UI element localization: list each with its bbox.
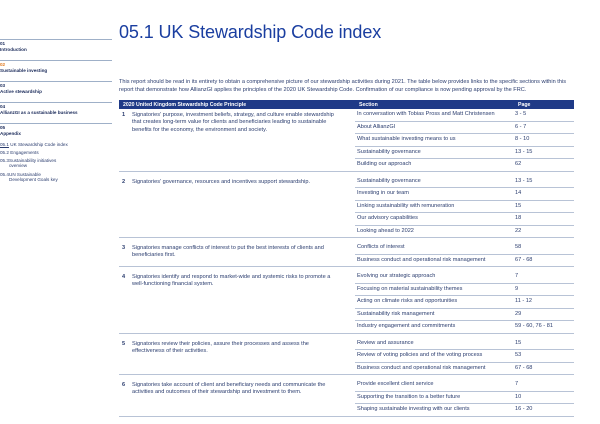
principle-number: 4 bbox=[119, 271, 132, 333]
nav-sub-item-stewardship-code[interactable] bbox=[0, 142, 112, 147]
stewardship-code-table bbox=[119, 100, 574, 417]
section-link[interactable]: Sustainability governance bbox=[355, 146, 514, 159]
section-link[interactable]: Business conduct and operational risk management bbox=[355, 362, 514, 375]
nav-sub-label: UN Sustainable Development Goals key bbox=[9, 172, 58, 183]
page-reference[interactable]: 10 bbox=[514, 391, 574, 404]
column-header-principle: 2020 United Kingdom Stewardship Code Principle bbox=[119, 100, 355, 109]
section-link[interactable]: Acting on climate risks and opportunities bbox=[355, 296, 514, 309]
section-link[interactable]: What sustainable investing means to us bbox=[355, 134, 514, 147]
page-reference[interactable]: 7 bbox=[514, 379, 574, 391]
page-reference[interactable]: 16 - 20 bbox=[514, 404, 574, 417]
principle-text: Signatories manage conflicts of interest to put the best interests of clients and beneficiaries first. bbox=[132, 242, 355, 267]
page-reference[interactable]: 13 - 15 bbox=[514, 176, 574, 188]
page-reference[interactable]: 18 bbox=[514, 213, 574, 226]
nav-section-label: Active stewardship bbox=[0, 88, 42, 94]
nav-section-sustainable-investing[interactable] bbox=[0, 62, 112, 73]
nav-sub-item-initiatives[interactable] bbox=[0, 158, 112, 169]
divider bbox=[0, 102, 112, 103]
intro-paragraph: This report should be read in its entirety to obtain a comprehensive picture of our stewardship activities during 2021. The table below provides links to the specific sections within this report that demonstrate how AllianzGI applies the principles of the 2020 UK Stewardship Code. Confirmation of our compliance is now pending approval by the FRC. bbox=[119, 79, 567, 93]
principle-number: 1 bbox=[119, 109, 132, 171]
page-reference[interactable]: 22 bbox=[514, 225, 574, 238]
page-reference[interactable]: 67 - 68 bbox=[514, 254, 574, 267]
section-link[interactable]: Supporting the transition to a better future bbox=[355, 391, 514, 404]
page-reference[interactable]: 67 - 68 bbox=[514, 362, 574, 375]
section-link[interactable]: Industry engagement and commitments bbox=[355, 321, 514, 334]
nav-section-number: 04 bbox=[0, 104, 6, 109]
table-row bbox=[119, 379, 574, 391]
section-link[interactable]: Review of voting policies and of the voting process bbox=[355, 350, 514, 363]
nav-section-label: Introduction bbox=[0, 46, 27, 52]
page-reference[interactable]: 29 bbox=[514, 308, 574, 321]
sidebar-nav bbox=[0, 0, 112, 424]
section-link[interactable]: Sustainability governance bbox=[355, 176, 514, 188]
nav-section-label: Appendix bbox=[0, 130, 21, 136]
column-header-page: Page bbox=[514, 100, 574, 109]
principle-text: Signatories take account of client and beneficiary needs and communicate the activities and outcomes of their stewardship and investment to them. bbox=[132, 379, 355, 416]
principle-text: Signatories' governance, resources and incentives support stewardship. bbox=[132, 176, 355, 238]
section-link[interactable]: Focusing on material sustainability themes bbox=[355, 283, 514, 296]
section-link[interactable]: Investing in our team bbox=[355, 188, 514, 201]
section-link[interactable]: Shaping sustainable investing with our clients bbox=[355, 404, 514, 417]
principle-number: 3 bbox=[119, 242, 132, 267]
principle-number: 2 bbox=[119, 176, 132, 238]
section-link[interactable]: Conflicts of interest bbox=[355, 242, 514, 254]
page-reference[interactable]: 15 bbox=[514, 200, 574, 213]
section-link[interactable]: About AllianzGI bbox=[355, 121, 514, 134]
nav-sub-item-sdg-key[interactable] bbox=[0, 172, 112, 183]
page-reference[interactable]: 11 - 12 bbox=[514, 296, 574, 309]
principle-text: Signatories identify and respond to market-wide and systemic risks to promote a well-functioning financial system. bbox=[132, 271, 355, 333]
page-reference[interactable]: 9 bbox=[514, 283, 574, 296]
page-reference[interactable]: 7 bbox=[514, 271, 574, 283]
nav-section-number: 01 bbox=[0, 41, 6, 46]
divider bbox=[0, 81, 112, 82]
page-reference[interactable]: 8 - 10 bbox=[514, 134, 574, 147]
nav-sub-label: UK Stewardship Code index bbox=[10, 142, 68, 147]
principle-number: 5 bbox=[119, 338, 132, 375]
nav-sub-label: Sustainability initiatives overview bbox=[9, 158, 57, 169]
nav-section-number: 02 bbox=[0, 62, 6, 67]
divider bbox=[0, 123, 112, 124]
divider bbox=[0, 60, 112, 61]
nav-section-label: Sustainable investing bbox=[0, 67, 48, 73]
nav-section-active-stewardship[interactable] bbox=[0, 83, 112, 94]
nav-sub-item-engagements[interactable] bbox=[0, 150, 112, 155]
table-row bbox=[119, 242, 574, 254]
table-row bbox=[119, 109, 574, 121]
section-link[interactable]: Evolving our strategic approach bbox=[355, 271, 514, 283]
nav-sub-number: 05.3 bbox=[0, 158, 9, 163]
section-link[interactable]: Building our approach bbox=[355, 159, 514, 172]
section-link[interactable]: Linking sustainability with remuneration bbox=[355, 200, 514, 213]
page-title: 05.1 UK Stewardship Code index bbox=[119, 22, 382, 42]
nav-sub-number: 05.2 bbox=[0, 150, 9, 155]
table-header-row bbox=[119, 100, 574, 109]
divider bbox=[0, 39, 112, 40]
section-link[interactable]: Looking ahead to 2022 bbox=[355, 225, 514, 238]
section-link[interactable]: Provide excellent client service bbox=[355, 379, 514, 391]
nav-section-appendix[interactable] bbox=[0, 125, 112, 136]
page-reference[interactable]: 3 - 5 bbox=[514, 109, 574, 121]
page-reference[interactable]: 14 bbox=[514, 188, 574, 201]
nav-section-sustainable-business[interactable] bbox=[0, 104, 112, 115]
page-reference[interactable]: 6 - 7 bbox=[514, 121, 574, 134]
section-link[interactable]: Business conduct and operational risk management bbox=[355, 254, 514, 267]
nav-section-number: 05 bbox=[0, 125, 6, 130]
principle-number: 6 bbox=[119, 379, 132, 416]
nav-section-number: 03 bbox=[0, 83, 6, 88]
page-reference[interactable]: 58 bbox=[514, 242, 574, 254]
table-row bbox=[119, 338, 574, 350]
nav-section-introduction[interactable] bbox=[0, 41, 112, 52]
principle-text: Signatories review their policies, assure their processes and assess the effectiveness of their activities. bbox=[132, 338, 355, 375]
table-row bbox=[119, 271, 574, 283]
page-reference[interactable]: 13 - 15 bbox=[514, 146, 574, 159]
nav-sub-number: 05.1 bbox=[0, 142, 9, 147]
principle-text: Signatories' purpose, investment beliefs, strategy, and culture enable stewardship that creates long-term value for clients and beneficiaries leading to sustainable benefits for the economy, the environment and society. bbox=[132, 109, 355, 171]
section-link[interactable]: Our advisory capabilities bbox=[355, 213, 514, 226]
nav-sub-label: Engagements bbox=[10, 150, 39, 155]
section-link[interactable]: Review and assurance bbox=[355, 338, 514, 350]
column-header-section: Section bbox=[355, 100, 514, 109]
page-reference[interactable]: 53 bbox=[514, 350, 574, 363]
page-reference[interactable]: 62 bbox=[514, 159, 574, 172]
page-reference[interactable]: 15 bbox=[514, 338, 574, 350]
table-row bbox=[119, 176, 574, 188]
page-reference[interactable]: 59 - 60, 76 - 81 bbox=[514, 321, 574, 334]
section-link[interactable]: In conversation with Tobias Pross and Matt Christensen bbox=[355, 109, 514, 121]
nav-sub-number: 05.4 bbox=[0, 172, 9, 177]
nav-section-label: AllianzGI as a sustainable business bbox=[0, 109, 78, 115]
section-link[interactable]: Sustainability risk management bbox=[355, 308, 514, 321]
